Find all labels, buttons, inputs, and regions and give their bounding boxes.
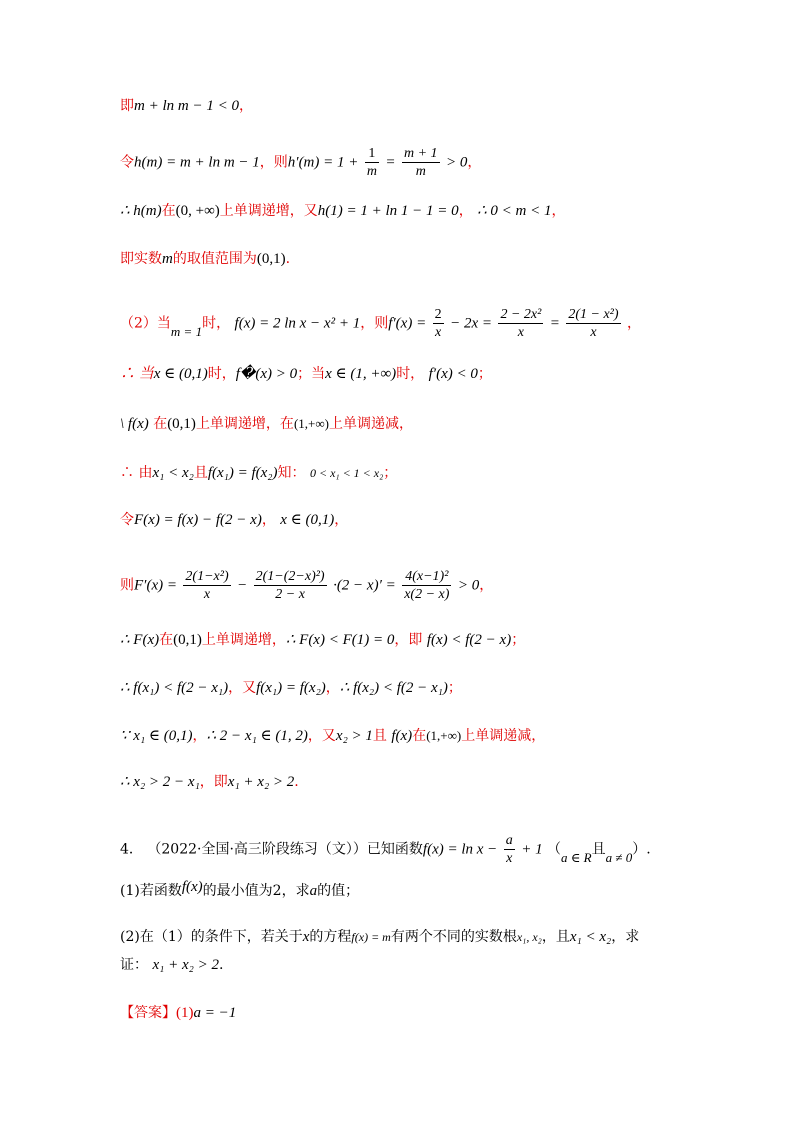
math-inline: x₁ + x₂ > 2	[152, 957, 219, 973]
math-inline: m = 1	[170, 323, 203, 339]
math-inline: h(1) = 1 + ln 1 − 1 = 0	[317, 203, 459, 219]
text-fragment: ，	[334, 512, 349, 528]
text-fragment: ，则	[360, 315, 389, 332]
math-inline: ∵ x₁ ∈ (0,1)	[120, 728, 193, 744]
math-inline: a	[309, 883, 318, 899]
math-inline: x₁, x₂	[516, 930, 542, 944]
text-fragment: ；当	[297, 366, 326, 382]
math-inline: x ∈ (1, +∞)	[325, 366, 397, 382]
text-fragment: ，	[261, 512, 276, 528]
math-inline: a = −1	[193, 1005, 237, 1021]
math-inline: h′(m) = 1 +	[287, 154, 359, 171]
math-inline: x₁ < x₂	[152, 465, 194, 481]
text-fragment: ，	[467, 154, 482, 171]
math-inline: x₁ + x₂ > 2	[227, 774, 295, 790]
text-fragment: ，	[238, 98, 253, 114]
text-fragment: 的值；	[317, 883, 360, 899]
math-inline: > 0	[446, 154, 468, 171]
text-fragment: 上单调递增，	[201, 632, 286, 648]
text-fragment: (2)在（1）的条件下，若关于	[120, 929, 303, 945]
text-fragment: ，	[626, 315, 641, 332]
math-inline: f(x₁) = f(x₂)	[207, 465, 278, 481]
fraction: $\frac{2}{x}$	[434, 307, 442, 340]
math-inline: x	[302, 929, 310, 945]
fraction: $\frac{\text{2(1−x²)}}{x}$	[185, 569, 229, 602]
math-inline: f′(x) =	[388, 315, 427, 332]
text-fragment: 的方程	[309, 929, 352, 945]
text-fragment: 且	[372, 728, 387, 744]
text-fragment: 时，	[202, 315, 231, 332]
text-fragment: 的最小值为2，求	[202, 883, 310, 899]
text-fragment: ，且	[541, 929, 570, 945]
text-fragment: ；	[477, 366, 492, 382]
text-fragment: 知：	[277, 465, 306, 481]
solution-line-10	[120, 568, 493, 603]
text-fragment: (1)若函数	[120, 883, 182, 899]
question-4-stem	[120, 832, 651, 867]
solution-line-2	[120, 145, 481, 180]
solution-line-1	[120, 96, 253, 116]
text-fragment: 令	[120, 154, 134, 171]
fraction: $\frac{1}{m}$	[366, 146, 377, 179]
math-inline: f(x) = 2 ln x − x² + 1	[234, 315, 361, 332]
text-fragment: ∴ 由	[120, 465, 153, 481]
text-fragment: ；	[447, 680, 462, 696]
text-fragment: ，	[479, 577, 494, 594]
solution-line-12	[120, 678, 462, 698]
text-fragment: 上单调递减，	[461, 728, 546, 744]
text-fragment: .	[218, 957, 224, 973]
text-fragment: 上单调递增，又	[219, 203, 318, 219]
text-fragment: 的取值范围为	[172, 251, 257, 267]
math-inline: x ∈ (0,1)	[153, 366, 208, 382]
fraction: $\frac{\text{2(1−(2−x)²)}}{2 - x}$	[255, 569, 325, 602]
math-inline: f(x) = ln x −	[422, 841, 498, 858]
text-fragment: ，又	[307, 728, 336, 744]
math-inline: ∴ F(x)	[120, 632, 160, 648]
math-inline: m	[162, 251, 173, 267]
text-fragment: 在	[161, 203, 176, 219]
text-fragment: ，求	[611, 929, 640, 945]
math-inline: (1,+∞)	[426, 728, 462, 743]
text-fragment: ，即	[394, 632, 423, 648]
solution-line-9	[120, 510, 348, 530]
question-4-part-2	[120, 927, 639, 947]
text-fragment: 则	[120, 577, 134, 594]
math-inline: =	[549, 315, 560, 332]
question-source: （2022·全国·高三阶段练习（文））已知函数	[147, 841, 423, 858]
text-fragment: 在	[159, 632, 174, 648]
math-inline: 0 < x₁ < 1 < x₂	[309, 466, 384, 480]
text-fragment: 在	[412, 728, 427, 744]
math-inline: a ≠ 0	[605, 849, 633, 865]
fraction: $\frac{\text{2(1 − x²)}}{x}$	[568, 307, 619, 340]
solution-line-3	[120, 201, 566, 221]
math-inline: (1,+∞)	[293, 416, 329, 431]
math-inline: f(x) < f(2 − x)	[426, 632, 512, 648]
math-inline: ∴ h(m)	[120, 203, 162, 219]
text-fragment: 且	[193, 465, 208, 481]
math-inline: x₁ < x₂	[569, 929, 612, 945]
text-fragment: （2）当	[120, 315, 171, 332]
text-fragment: 令	[120, 512, 134, 528]
text-fragment: (1)	[176, 1005, 194, 1021]
solution-line-8	[120, 463, 397, 483]
text-fragment: 即实数	[120, 251, 162, 267]
math-inline: F(x) = f(x) − f(2 − x)	[134, 512, 262, 528]
text-fragment: 即	[120, 98, 134, 114]
question-number: 4．	[120, 841, 143, 858]
math-inline: h(m) = m + ln m − 1	[134, 154, 260, 171]
math-inline: x ∈ (0,1)	[280, 512, 335, 528]
math-inline: > 0	[457, 577, 480, 594]
text-fragment: ，	[551, 203, 566, 219]
text-fragment: ，又	[228, 680, 257, 696]
text-fragment: ）.	[632, 841, 651, 858]
math-inline: ∴ f(x₂) < f(2 − x₁)	[339, 680, 448, 696]
math-inline: \ f(x)	[120, 416, 149, 432]
text-fragment: ，即	[199, 774, 228, 790]
math-inline: f�(x) > 0	[235, 366, 298, 382]
text-fragment: 在	[153, 416, 168, 432]
solution-line-4	[120, 249, 290, 269]
text-fragment: 时，	[396, 366, 425, 382]
math-inline: m + ln m − 1 < 0	[134, 98, 239, 114]
text-fragment: 时，	[207, 366, 236, 382]
text-fragment: 上单调递增，在	[195, 416, 294, 432]
math-inline: f(x)	[181, 879, 203, 895]
math-inline: ∴ 当	[120, 366, 154, 382]
math-inline: f(x₁) = f(x₂)	[256, 680, 326, 696]
fraction: $\frac{\text{4(x−1)²}}{x(2 - x)}$	[404, 569, 450, 602]
math-inline: f(x)	[391, 728, 413, 744]
math-inline: ∴ x₂ > 2 − x₁	[120, 774, 200, 790]
fraction: $\frac{\text{2 − 2x²}}{x}$	[500, 307, 542, 340]
answer-line	[120, 1003, 236, 1023]
text-fragment: 且	[591, 841, 606, 858]
math-inline: − 2x =	[450, 315, 492, 332]
text-fragment: ，	[325, 680, 340, 696]
math-inline: =	[385, 154, 396, 171]
solution-line-11	[120, 630, 525, 650]
math-inline: (0,1)	[173, 632, 202, 648]
text-fragment: ，则	[259, 154, 288, 171]
solution-line-6	[120, 364, 492, 384]
math-inline: ∴ f(x₁) < f(2 − x₁)	[120, 680, 229, 696]
text-fragment: （	[547, 841, 562, 858]
fraction: $\frac{a}{x}$	[505, 833, 513, 866]
text-fragment: 上单调递减，	[328, 416, 413, 432]
math-inline: ·(2 − x)′ =	[333, 577, 396, 594]
answer-tag: 【答案】	[120, 1005, 176, 1021]
math-inline: ∴ F(x) < F(1) = 0	[285, 632, 395, 648]
math-inline: F′(x) =	[134, 577, 177, 594]
math-inline: + 1	[521, 841, 543, 858]
text-fragment: 证：	[120, 957, 148, 973]
question-4-part-1	[120, 881, 359, 901]
math-inline: −	[237, 577, 248, 594]
math-inline: (0,1)	[167, 416, 196, 432]
math-inline: (0, +∞)	[175, 203, 220, 219]
text-fragment: ，	[458, 203, 473, 219]
solution-line-13	[120, 726, 545, 746]
text-fragment: .	[285, 251, 291, 267]
question-4-part-2-cont	[120, 955, 223, 975]
text-fragment: ，	[192, 728, 207, 744]
text-fragment: .	[294, 774, 299, 790]
solution-line-5	[120, 306, 641, 341]
math-inline: f′(x) < 0	[428, 366, 478, 382]
math-inline: (0,1)	[256, 251, 286, 267]
math-inline: a ∈ R	[561, 849, 592, 865]
text-fragment: 有两个不同的实数根	[390, 929, 517, 945]
math-inline: f(x) = m	[351, 930, 391, 944]
math-inline: ∴ 2 − x₁ ∈ (1, 2)	[206, 728, 308, 744]
fraction: $\frac{m + 1}{m}$	[404, 146, 438, 179]
text-fragment: ；	[383, 465, 398, 481]
math-inline: ∴ 0 < m < 1	[477, 203, 552, 219]
text-fragment: ；	[511, 632, 526, 648]
math-inline: x₂ > 1	[335, 728, 373, 744]
solution-line-14	[120, 772, 299, 792]
solution-line-7	[120, 414, 413, 434]
